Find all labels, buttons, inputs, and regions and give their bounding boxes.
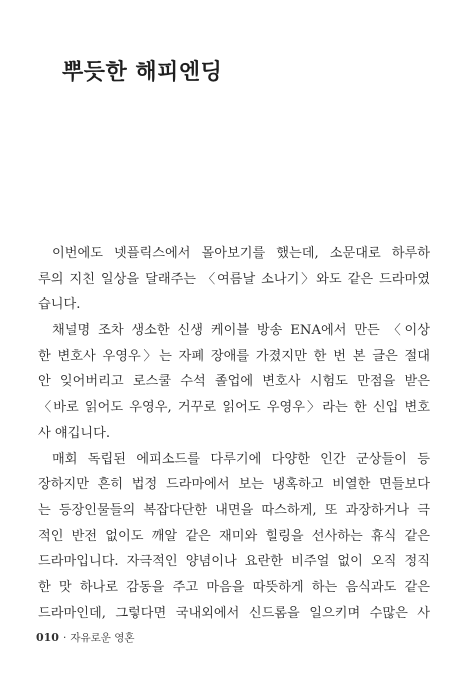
text-line: 습니다.	[38, 297, 81, 313]
text-line: 장하지만 흔히 법정 드라마에서 보는 냉혹하고 비열한 면들보다	[38, 477, 430, 493]
book-title: 자유로운 영혼	[70, 632, 135, 644]
text-line: 드라마입니다. 자극적인 양념이나 요란한 비주얼 없이 오직 정직	[38, 554, 430, 570]
text-line: 는 등장인물들의 복잡다단한 내면을 따스하게, 또 과장하거나 극	[38, 502, 430, 518]
text-line: 루의 지친 일상을 달래주는 〈여름날 소나기〉와도 같은 드라마였	[38, 271, 430, 287]
page-number: 010	[36, 631, 59, 644]
text-line: 한 맛 하나로 감동을 주고 마음을 따뜻하게 하는 음식과도 같은	[38, 579, 430, 595]
text-line: 적인 반전 없이도 깨알 같은 재미와 힐링을 선사하는 휴식 같은	[38, 528, 430, 544]
text-line: 매회 독립된 에피소드를 다루기에 다양한 인간 군상들이 등	[52, 451, 430, 467]
chapter-title: 뿌듯한 해피엔딩	[62, 59, 223, 85]
text-line: 〈바로 읽어도 우영우, 거꾸로 읽어도 우영우〉라는 한 신입 변호	[38, 400, 430, 416]
text-line: 이번에도 넷플릭스에서 몰아보기를 했는데, 소문대로 하루하	[52, 246, 430, 261]
text-line: 안 잊어버리고 로스쿨 수석 졸업에 변호사 시험도 만점을 받은	[38, 374, 430, 390]
text-line: 사 얘깁니다.	[38, 425, 111, 441]
text-line: 한 변호사 우영우〉는 자폐 장애를 가졌지만 한 번 본 글은 절대	[38, 348, 430, 364]
text-line: 드라마인데, 그렇다면 국내외에서 신드롬을 일으키며 수많은 사	[38, 605, 430, 621]
text-line: 채널명 조차 생소한 신생 케이블 방송 ENA에서 만든 〈이상	[52, 323, 430, 339]
footer-separator: ·	[62, 632, 67, 644]
body-text	[38, 241, 430, 626]
page-footer	[36, 630, 135, 645]
